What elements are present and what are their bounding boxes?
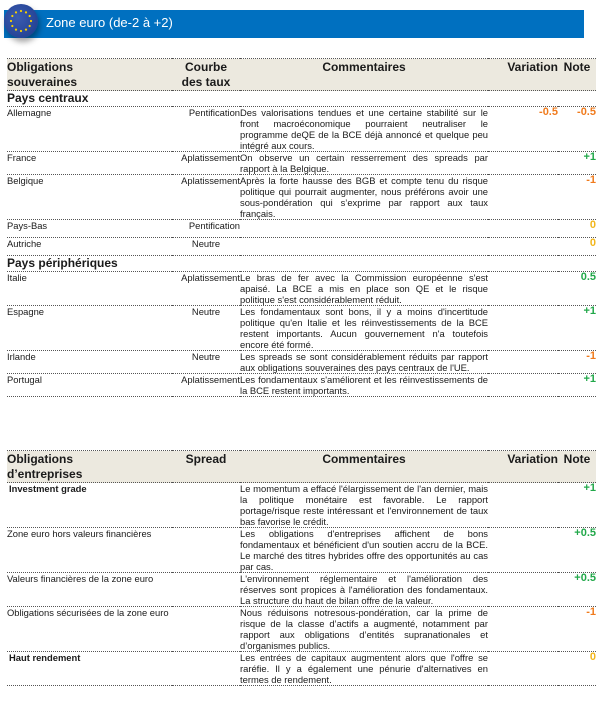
instrument-name: Zone euro hors valeurs financières: [7, 528, 172, 573]
section-row: [7, 91, 596, 107]
comment-text: Des valorisations tendues et une certaine stabilité sur le front macroéconomique pourraient neutraliser le programme deQE de la BCE déjà annoncé et quelque peu intégré aux cours.: [240, 107, 488, 151]
table-row: [7, 483, 596, 528]
instrument-name: Obligations sécurisées de la zone euro: [7, 607, 172, 652]
table-row: [7, 374, 596, 397]
comment-text: Le bras de fer avec la Commission européenne s'est apaisé. La BCE a mis en place son QE et le risque politique s'est considérablement réduit.: [240, 272, 488, 305]
instrument-name: Valeurs financières de la zone euro: [7, 573, 172, 607]
note-value: 0: [558, 238, 596, 256]
variation-value: [488, 175, 558, 220]
flag-star: [25, 29, 27, 31]
country-name: Italie: [7, 272, 172, 306]
flag-star: [29, 15, 31, 17]
header-curve: Courbe des taux: [172, 59, 240, 91]
comment-text: Nous réduisons notresous-pondération, car la prime de risque de la classe d’actifs a augmenté, notamment par rapport aux obligations d’entités supranationales et d’organismes publics.: [240, 607, 488, 651]
note-value: +0.5: [558, 528, 596, 573]
table-row: [7, 107, 596, 152]
instrument-name: Haut rendement: [7, 652, 172, 686]
curve-value: Aplatissement: [172, 175, 240, 220]
header-spread: Spread: [172, 451, 240, 483]
curve-value: Neutre: [172, 238, 240, 256]
instrument-name: Investment grade: [7, 483, 172, 528]
section-title: Pays périphériques: [7, 256, 596, 272]
table-header-row: [7, 451, 596, 483]
country-name: Autriche: [7, 238, 172, 256]
eu-flag-icon: [4, 4, 38, 38]
header-variation: Variation: [488, 59, 558, 91]
comment-text: [240, 238, 488, 256]
curve-value: Aplatissement: [172, 374, 240, 397]
comment-text: Les fondamentaux s'améliorent et les réinvestissements de la BCE restent importants.: [240, 374, 488, 396]
note-value: 0.5: [558, 272, 596, 306]
note-value: +0.5: [558, 573, 596, 607]
comment-text: Les fondamentaux sont bons, il y a moins d'incertitude politique qu'en Italie et les réinvestissements de la BCE restent importants. Aucun gouvernement n'a toutefois encore été formé.: [240, 306, 488, 350]
table-row: [7, 351, 596, 374]
variation-value: [488, 152, 558, 175]
banner-title: Zone euro (de-2 à +2): [46, 15, 173, 30]
corporate-bonds-table: [7, 450, 596, 686]
country-name: Allemagne: [7, 107, 172, 152]
flag-star: [20, 10, 22, 12]
section-banner: [4, 10, 584, 38]
table-row: [7, 238, 596, 256]
table-row: [7, 272, 596, 306]
country-name: Irlande: [7, 351, 172, 374]
variation-value: [488, 272, 558, 306]
variation-value: [488, 220, 558, 238]
spread-value: [172, 607, 240, 652]
table-row: [7, 652, 596, 686]
comment-text: On observe un certain resserrement des spreads par rapport à la Belgique.: [240, 152, 488, 174]
country-name: France: [7, 152, 172, 175]
curve-value: Pentification: [172, 220, 240, 238]
header-variation: Variation: [488, 451, 558, 483]
comment-text: Les obligations d'entreprises affichent de bons fondamentaux et bénéficient d'un soutien accru de la BCE. Le marché des titres hybrides offre des opportunités au cas par cas.: [240, 528, 488, 572]
comment-text: Les spreads se sont considérablement réduits par rapport aux obligations souveraines des pays centraux de l'UE.: [240, 351, 488, 373]
note-value: 0: [558, 220, 596, 238]
flag-star: [15, 29, 17, 31]
country-name: Portugal: [7, 374, 172, 397]
variation-value: -0.5: [488, 107, 558, 152]
flag-star: [29, 25, 31, 27]
variation-value: [488, 374, 558, 397]
comment-text: L'environnement réglementaire et l'amélioration des réserves sont propices à l'amélioration des fondamentaux. La structure du haut de bilan offre de la valeur.: [240, 573, 488, 606]
flag-star: [30, 20, 32, 22]
spread-value: [172, 573, 240, 607]
header-instrument: Obligations souveraines: [7, 59, 172, 91]
comment-text: Le momentum a effacé l'élargissement de l'an dernier, mais la politique monétaire est favorable. Le rapport portage/risque reste intéressant et l'environnement de taux bas favorise le crédit.: [240, 483, 488, 527]
variation-value: [488, 607, 558, 652]
variation-value: [488, 306, 558, 351]
country-name: Espagne: [7, 306, 172, 351]
section-row: [7, 256, 596, 272]
variation-value: [488, 351, 558, 374]
flag-star: [11, 15, 13, 17]
note-value: -1: [558, 607, 596, 652]
variation-value: [488, 573, 558, 607]
comment-text: Les entrées de capitaux augmentent alors que l'offre se raréfie. Il y a également une pénurie d'alternatives en termes de rendement.: [240, 652, 488, 685]
table-row: [7, 152, 596, 175]
note-value: -0.5: [558, 107, 596, 152]
variation-value: [488, 483, 558, 528]
comment-text: Après la forte hausse des BGB et compte tenu du risque politique qui pourrait augmenter, nous préférons avoir une sous-pondération qui s’exprime par rapport aux taux français.: [240, 175, 488, 219]
header-note: Note: [558, 59, 596, 91]
curve-value: Aplatissement: [172, 272, 240, 306]
table-row: [7, 607, 596, 652]
spread-value: [172, 483, 240, 528]
country-name: Belgique: [7, 175, 172, 220]
curve-value: Neutre: [172, 306, 240, 351]
flag-star: [15, 11, 17, 13]
table-row: [7, 573, 596, 607]
curve-value: Pentification: [172, 107, 240, 152]
flag-star: [25, 11, 27, 13]
header-comments: Commentaires: [240, 59, 488, 91]
spread-value: [172, 528, 240, 573]
country-name: Pays-Bas: [7, 220, 172, 238]
note-value: +1: [558, 483, 596, 528]
spread-value: [172, 652, 240, 686]
table-row: [7, 528, 596, 573]
note-value: 0: [558, 652, 596, 686]
table-row: [7, 220, 596, 238]
table-header-row: [7, 59, 596, 91]
sovereign-bonds-table: [7, 58, 596, 397]
note-value: -1: [558, 351, 596, 374]
variation-value: [488, 652, 558, 686]
header-note: Note: [558, 451, 596, 483]
note-value: +1: [558, 152, 596, 175]
variation-value: [488, 238, 558, 256]
note-value: +1: [558, 374, 596, 397]
flag-star: [10, 20, 12, 22]
table-row: [7, 306, 596, 351]
flag-star: [20, 30, 22, 32]
curve-value: Aplatissement: [172, 152, 240, 175]
section-title: Pays centraux: [7, 91, 596, 107]
header-comments: Commentaires: [240, 451, 488, 483]
note-value: -1: [558, 175, 596, 220]
variation-value: [488, 528, 558, 573]
flag-star: [11, 25, 13, 27]
comment-text: [240, 220, 488, 238]
note-value: +1: [558, 306, 596, 351]
curve-value: Neutre: [172, 351, 240, 374]
header-instrument: Obligations d’entreprises: [7, 451, 172, 483]
table-row: [7, 175, 596, 220]
